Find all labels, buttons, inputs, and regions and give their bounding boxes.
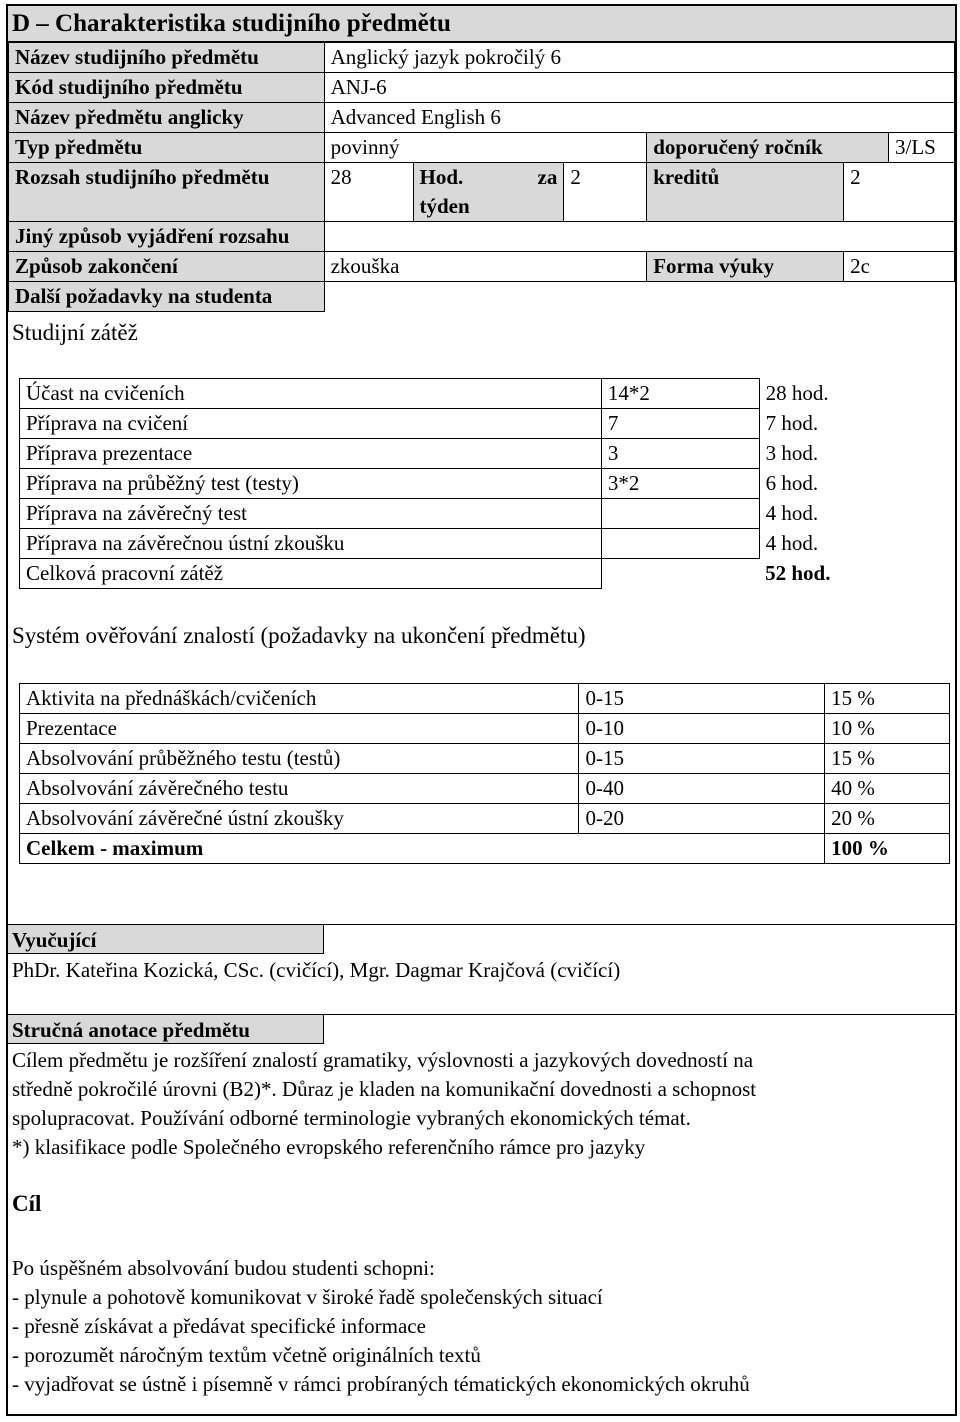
- workload-calc: 3: [601, 439, 759, 469]
- teachers-text: PhDr. Kateřina Kozická, CSc. (cvičící), Mgr. Dagmar Krajčová (cvičící): [12, 958, 621, 982]
- year-value: 3/LS: [889, 133, 955, 163]
- hours-value: 2: [564, 163, 647, 222]
- name-value: Anglický jazyk pokročilý 6: [324, 43, 954, 73]
- workload-item: Příprava na cvičení: [20, 409, 602, 439]
- workload-calc: 3*2: [601, 469, 759, 499]
- workload-hours: 4 hod.: [765, 530, 819, 555]
- completion-label: Způsob zakončení: [9, 252, 325, 282]
- assessment-pct: 20 %: [825, 804, 950, 834]
- workload-calc: [601, 529, 759, 559]
- type-label: Typ předmětu: [9, 133, 325, 163]
- workload-row: [20, 409, 831, 439]
- assessment-row: [20, 744, 950, 774]
- workload-hours: 6 hod.: [765, 470, 819, 495]
- name-label: Název studijního předmětu: [9, 43, 325, 73]
- type-value: povinný: [324, 133, 647, 163]
- code-value: ANJ-6: [324, 73, 954, 103]
- assessment-row: [20, 804, 950, 834]
- assessment-item: Prezentace: [20, 714, 579, 744]
- assessment-pct: 40 %: [825, 774, 950, 804]
- code-label: Kód studijního předmětu: [9, 73, 325, 103]
- assessment-title: Systém ověřování znalostí (požadavky na ukončení předmětu): [12, 623, 586, 648]
- annotation-line: Cílem předmětu je rozšíření znalostí gramatiky, výslovnosti a jazykových dovedností na: [12, 1048, 754, 1072]
- page-title: D – Charakteristika studijního předmětu: [8, 6, 955, 42]
- assessment-item: Absolvování průběžného testu (testů): [20, 744, 579, 774]
- workload-item: Příprava na závěrečnou ústní zkoušku: [20, 529, 602, 559]
- assessment-pct: 15 %: [825, 744, 950, 774]
- teachers-label: Vyučující: [8, 924, 324, 954]
- extra-req-label: Další požadavky na studenta: [9, 282, 325, 312]
- en-name-label: Název předmětu anglicky: [9, 103, 325, 133]
- workload-calc: 14*2: [601, 379, 759, 409]
- goal-item: - vyjadřovat se ústně i písemně v rámci probíraných tématických ekonomických okruhů: [12, 1372, 750, 1396]
- workload-hours: 7 hod.: [765, 410, 819, 435]
- assessment-total-value: 100 %: [825, 834, 950, 864]
- goal-item: - porozumět náročným textům včetně originálních textů: [12, 1343, 481, 1367]
- assessment-row: [20, 714, 950, 744]
- credits-label: kreditů: [647, 163, 844, 222]
- goal-item: - plynule a pohotově komunikovat v široké řadě společenských situací: [12, 1285, 603, 1309]
- workload-hours: 28 hod.: [765, 380, 829, 405]
- workload-hours: 4 hod.: [765, 500, 819, 525]
- workload-item: Účast na cvičeních: [20, 379, 602, 409]
- annotation-label: Stručná anotace předmětu: [8, 1014, 324, 1044]
- assessment-table: [19, 683, 950, 864]
- workload-total-value: 52 hod.: [765, 560, 831, 585]
- assessment-range: 0-10: [579, 714, 825, 744]
- workload-row: [20, 529, 831, 559]
- en-name-value: Advanced English 6: [324, 103, 954, 133]
- course-info-table: [8, 42, 955, 312]
- workload-row: [20, 379, 831, 409]
- goal-text: [12, 1254, 932, 1399]
- workload-table: [19, 378, 831, 589]
- goal-item: - přesně získávat a předávat specifické informace: [12, 1314, 426, 1338]
- other-range-value: [324, 222, 954, 252]
- range-label: Rozsah studijního předmětu: [9, 163, 325, 222]
- assessment-item: Aktivita na přednáškách/cvičeních: [20, 684, 579, 714]
- workload-calc: [601, 499, 759, 529]
- assessment-total-label: Celkem - maximum: [20, 834, 825, 864]
- form-value: 2c: [844, 252, 955, 282]
- assessment-range: 0-15: [579, 684, 825, 714]
- assessment-range: 0-20: [579, 804, 825, 834]
- assessment-row: [20, 684, 950, 714]
- assessment-range: 0-15: [579, 744, 825, 774]
- other-range-label: Jiný způsob vyjádření rozsahu: [9, 222, 325, 252]
- workload-total-label: Celková pracovní zátěž: [20, 559, 602, 589]
- workload-row: [20, 499, 831, 529]
- credits-value: 2: [844, 163, 955, 222]
- workload-item: Příprava na závěrečný test: [20, 499, 602, 529]
- year-label: doporučený ročník: [647, 133, 889, 163]
- workload-item: Příprava na průběžný test (testy): [20, 469, 602, 499]
- assessment-pct: 10 %: [825, 714, 950, 744]
- workload-hours: 3 hod.: [765, 440, 819, 465]
- extra-req-value: [324, 282, 954, 312]
- assessment-total-row: [20, 834, 950, 864]
- workload-item: Příprava prezentace: [20, 439, 602, 469]
- assessment-item: Absolvování závěrečné ústní zkoušky: [20, 804, 579, 834]
- assessment-range: 0-40: [579, 774, 825, 804]
- hours-label-za: za: [537, 165, 558, 189]
- goal-intro: Po úspěšném absolvování budou studenti schopni:: [12, 1256, 435, 1280]
- annotation-line: spolupracovat. Používání odborné terminologie vybraných ekonomických témat.: [12, 1106, 691, 1130]
- course-sheet: [6, 4, 957, 1416]
- workload-title: Studijní zátěž: [12, 320, 138, 345]
- workload-row: [20, 439, 831, 469]
- hours-label: [413, 163, 564, 222]
- workload-row: [20, 469, 831, 499]
- workload-total-row: [20, 559, 831, 589]
- hours-label-hod: Hod.: [419, 165, 464, 189]
- range-value: 28: [324, 163, 413, 222]
- assessment-row: [20, 774, 950, 804]
- workload-total-calc: [601, 559, 759, 589]
- assessment-item: Absolvování závěrečného testu: [20, 774, 579, 804]
- assessment-pct: 15 %: [825, 684, 950, 714]
- hours-label-tyden: týden: [419, 194, 470, 218]
- completion-value: zkouška: [324, 252, 647, 282]
- goal-title: Cíl: [12, 1191, 42, 1216]
- annotation-text: [12, 1046, 932, 1162]
- annotation-line: *) klasifikace podle Společného evropského referenčního rámce pro jazyky: [12, 1135, 646, 1159]
- form-label: Forma výuky: [647, 252, 844, 282]
- annotation-line: středně pokročilé úrovni (B2)*. Důraz je kladen na komunikační dovednosti a schopnost: [12, 1077, 757, 1101]
- workload-calc: 7: [601, 409, 759, 439]
